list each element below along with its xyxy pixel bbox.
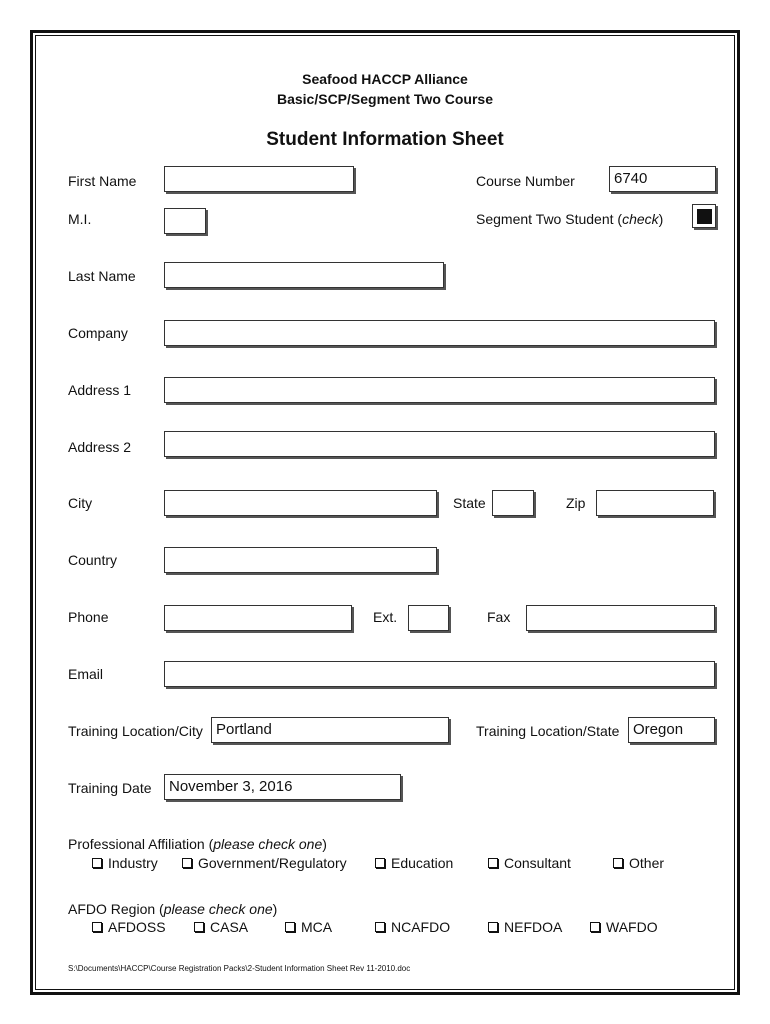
afdo-option-afdoss[interactable]: AFDOSS — [92, 919, 166, 935]
phone-label: Phone — [68, 609, 109, 625]
affiliation-option-education[interactable]: Education — [375, 855, 453, 871]
city-label: City — [68, 495, 93, 511]
segment-two-label: Segment Two Student (check) — [476, 211, 664, 227]
affiliation-option-industry[interactable]: Industry — [92, 855, 158, 871]
checkbox-icon — [375, 858, 385, 868]
affiliation-option-other[interactable]: Other — [613, 855, 664, 871]
afdo-option-casa[interactable]: CASA — [194, 919, 248, 935]
mi-field[interactable] — [164, 208, 206, 234]
city-field[interactable] — [164, 490, 437, 516]
affiliation-option-consultant[interactable]: Consultant — [488, 855, 571, 871]
course-number-label: Course Number — [476, 173, 575, 189]
checkbox-checked-mark — [697, 209, 712, 224]
fax-label: Fax — [487, 609, 511, 625]
checkbox-icon — [182, 858, 192, 868]
checkbox-icon — [92, 922, 102, 932]
affiliation-option-government[interactable]: Government/Regulatory — [182, 855, 347, 871]
afdo-option-ncafdo[interactable]: NCAFDO — [375, 919, 450, 935]
course-number-field[interactable]: 6740 — [609, 166, 716, 192]
checkbox-icon — [613, 858, 623, 868]
checkbox-icon — [590, 922, 600, 932]
email-field[interactable] — [164, 661, 715, 687]
afdo-option-wafdo[interactable]: WAFDO — [590, 919, 658, 935]
company-label: Company — [68, 325, 128, 341]
zip-field[interactable] — [596, 490, 714, 516]
document-path-footer: S:\Documents\HACCP\Course Registration Packs\2-Student Information Sheet Rev 11-2010.doc — [68, 964, 411, 973]
checkbox-icon — [488, 858, 498, 868]
course-name: Basic/SCP/Segment Two Course — [276, 91, 493, 107]
checkbox-icon — [488, 922, 498, 932]
country-field[interactable] — [164, 547, 437, 573]
address1-label: Address 1 — [68, 382, 132, 398]
training-date-label: Training Date — [68, 780, 152, 796]
state-field[interactable] — [492, 490, 534, 516]
first-name-field[interactable] — [164, 166, 354, 192]
state-label: State — [453, 495, 486, 511]
address2-label: Address 2 — [68, 439, 132, 455]
afdo-option-nefdoa[interactable]: NEFDOA — [488, 919, 562, 935]
first-name-label: First Name — [68, 173, 137, 189]
zip-label: Zip — [566, 495, 586, 511]
checkbox-icon — [194, 922, 204, 932]
segment-two-checkbox[interactable] — [692, 204, 716, 228]
afdo-option-mca[interactable]: MCA — [285, 919, 332, 935]
training-city-label: Training Location/City — [68, 723, 203, 739]
checkbox-icon — [375, 922, 385, 932]
training-date-field[interactable]: November 3, 2016 — [164, 774, 401, 800]
afdo-label: AFDO Region (please check one) — [68, 901, 278, 917]
fax-field[interactable] — [526, 605, 715, 631]
address2-field[interactable] — [164, 431, 715, 457]
affiliation-label: Professional Affiliation (please check one) — [68, 836, 327, 852]
training-state-label: Training Location/State — [476, 723, 620, 739]
org-name: Seafood HACCP Alliance — [302, 71, 468, 87]
ext-label: Ext. — [373, 609, 398, 625]
last-name-label: Last Name — [68, 268, 136, 284]
ext-field[interactable] — [408, 605, 449, 631]
address1-field[interactable] — [164, 377, 715, 403]
training-city-field[interactable]: Portland — [211, 717, 449, 743]
training-state-field[interactable]: Oregon — [628, 717, 715, 743]
page-title: Student Information Sheet — [266, 129, 504, 150]
last-name-field[interactable] — [164, 262, 444, 288]
checkbox-icon — [285, 922, 295, 932]
country-label: Country — [68, 552, 118, 568]
email-label: Email — [68, 666, 104, 682]
phone-field[interactable] — [164, 605, 352, 631]
checkbox-icon — [92, 858, 102, 868]
company-field[interactable] — [164, 320, 715, 346]
mi-label: M.I. — [68, 211, 92, 227]
